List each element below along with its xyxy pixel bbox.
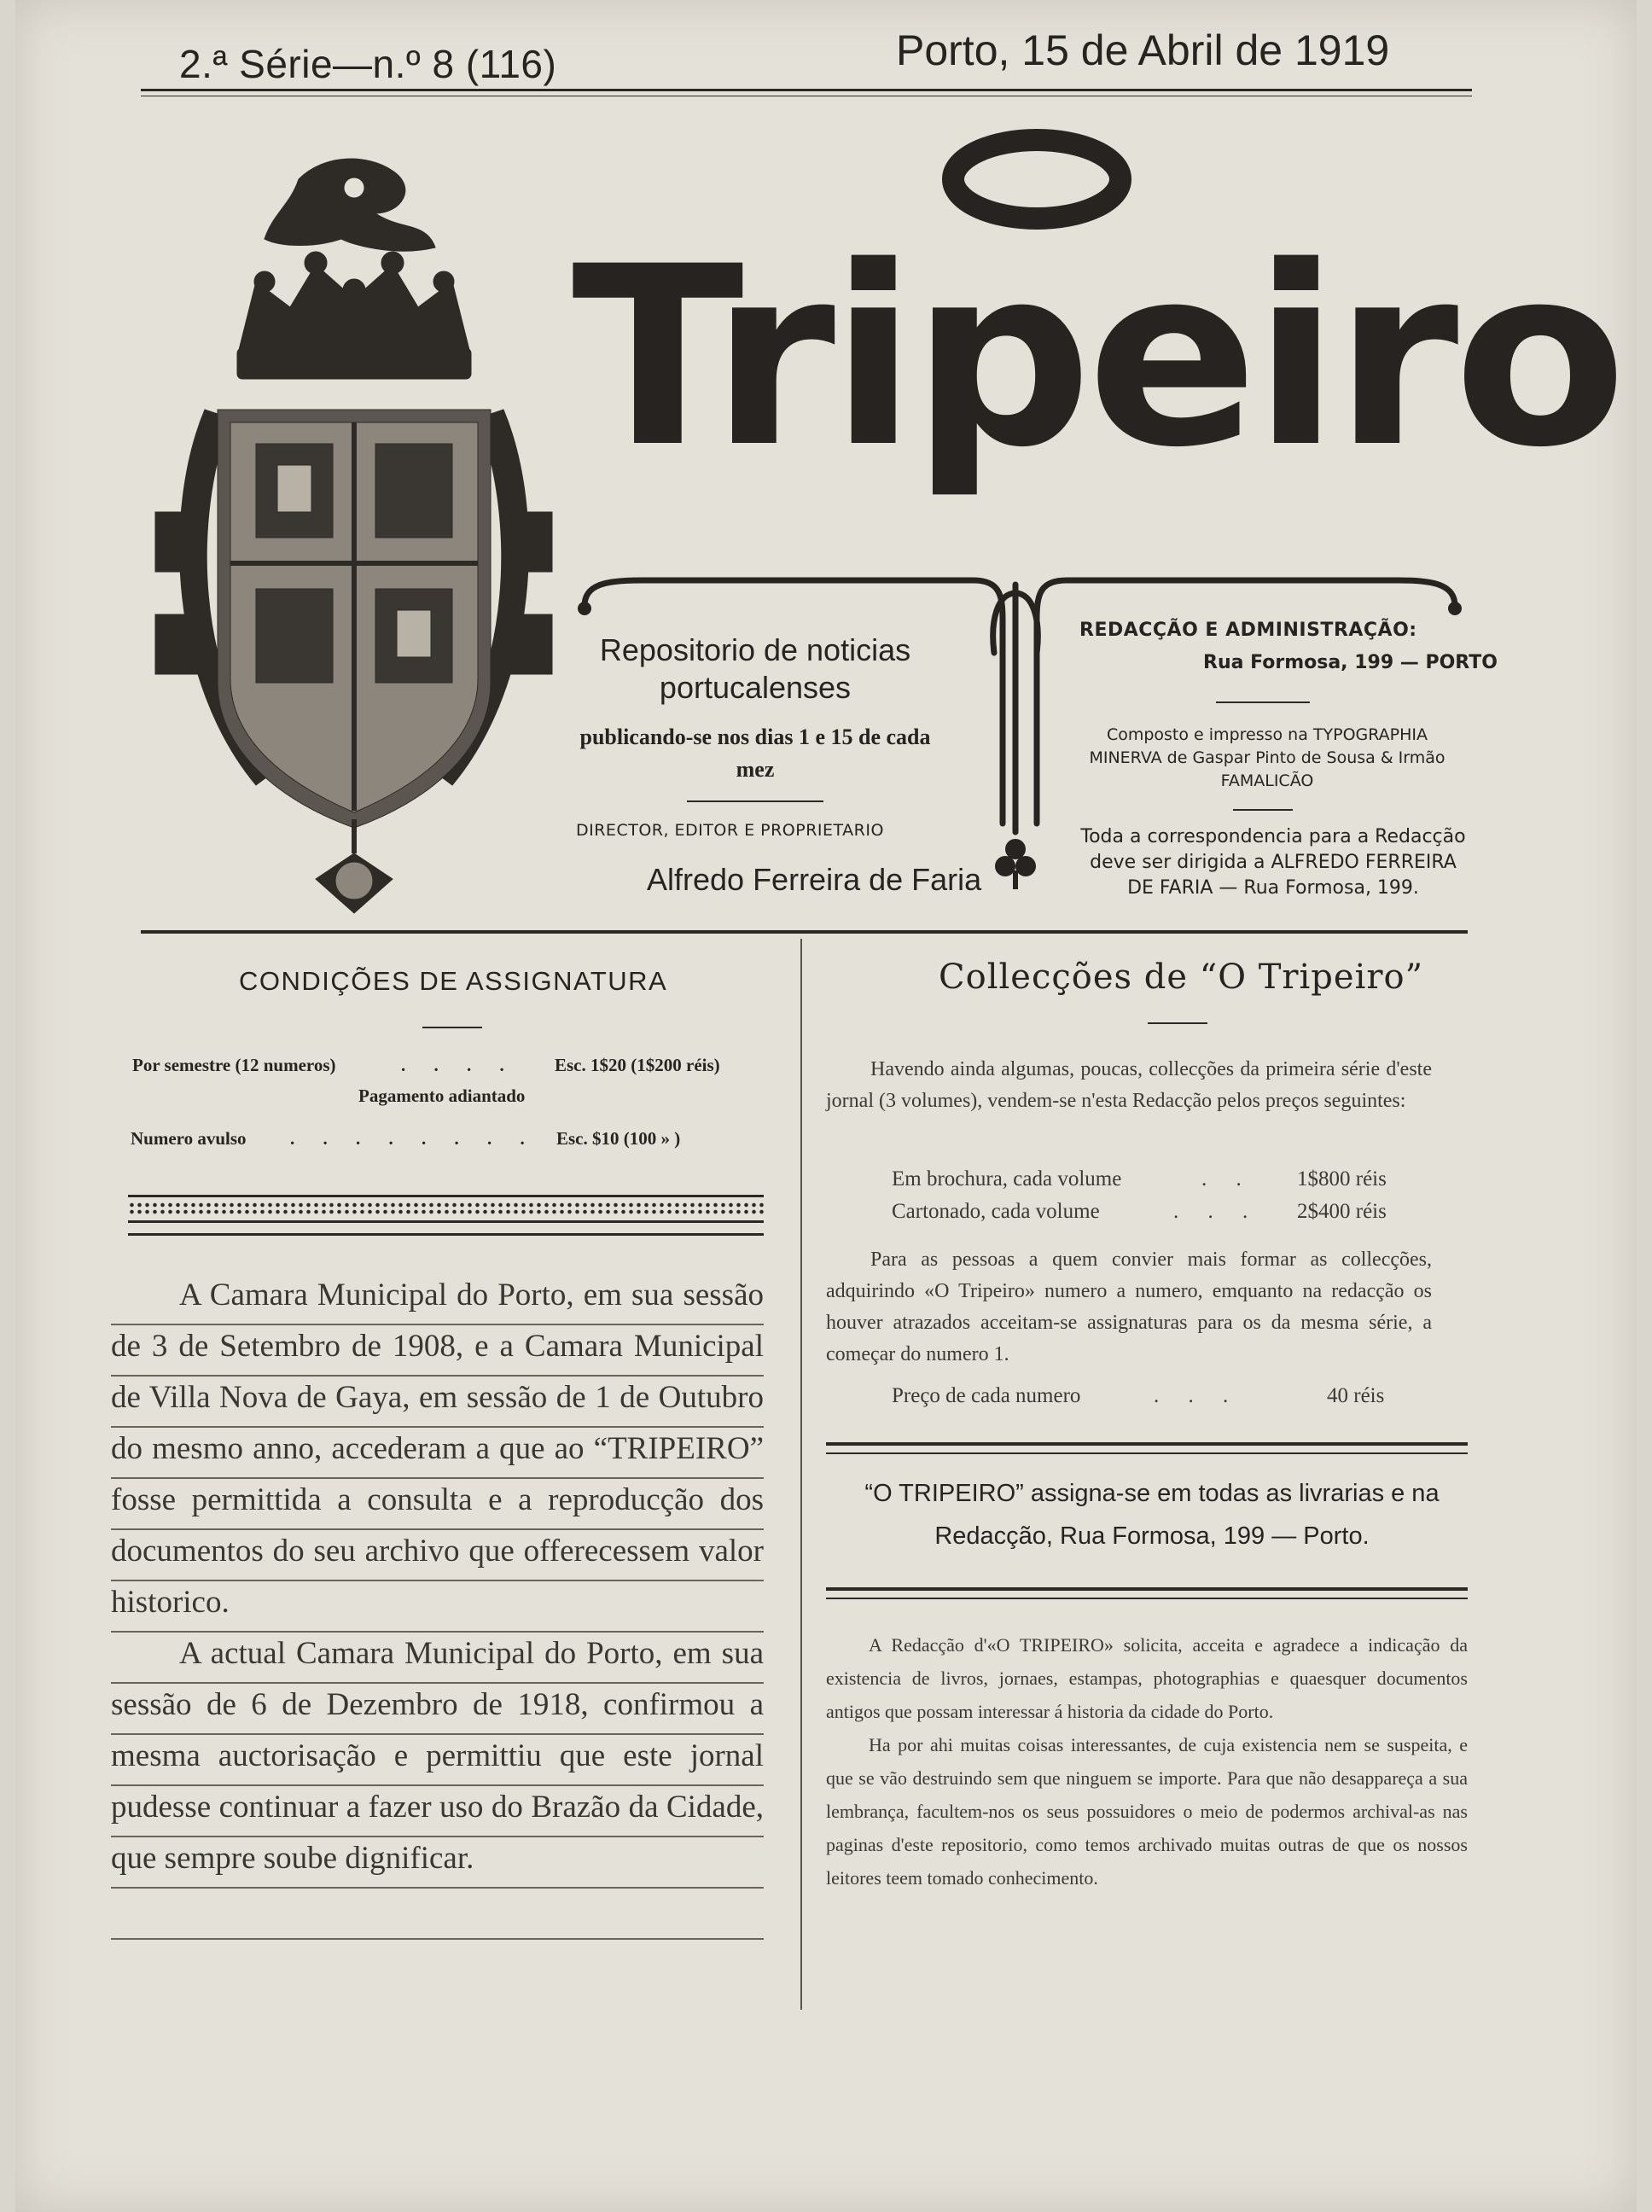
newspaper-title: Tripeiro: [572, 214, 1622, 502]
per-number-price: 40 réis: [1327, 1384, 1385, 1407]
single-number-label: Numero avulso: [131, 1128, 247, 1149]
article-paragraph-1: A Camara Municipal do Porto, em sua sessão de 3 de Setembro de 1908, e a Camara Municipal de Villa Nova de Gaya, em sessão de 1 de Outubro do mesmo anno, accederam a que ao “TRIPEIRO” fosse permittida a consulta e a reproducção dos documentos do seu archivo que offerecessem valor historico.: [111, 1278, 764, 1620]
redaction-paragraph-1: A Redacção d'«O TRIPEIRO» solicita, acceita e agradece a indicação da existencia de livros, jornaes, estampas, photographias e quaesquer documentos antigos que possam interessar á historia da cidade do Porto.: [826, 1634, 1468, 1722]
per-number-label: Preço de cada numero: [892, 1384, 1081, 1407]
dot-leader: . . . . . . . .: [290, 1128, 537, 1149]
print-small-rule: [1233, 809, 1293, 811]
collections-intro-block: [826, 1054, 1432, 1124]
subscription-notice: “O TRIPEIRO” assigna-se em todas as livrarias e na Redacção, Rua Formosa, 199 — Porto.: [864, 1480, 1440, 1550]
band-rule-bottom: [128, 1233, 764, 1236]
correspondence-note: Toda a correspondencia para a Redacção deve ser dirigida a ALFREDO FERREIRA DE FARIA — Rua Formosa, 199.: [1080, 826, 1466, 899]
masthead-small-rule: [687, 800, 823, 802]
item-brochura-label: Em brochura, cada volume: [892, 1167, 1122, 1190]
double-rule-top-b: [826, 1452, 1468, 1454]
director-name: Alfredo Ferreira de Faria: [647, 862, 982, 897]
ruled-line: [111, 1938, 764, 1940]
collections-intro: Havendo ainda algumas, poucas, collecções da primeira série d'este jornal (3 volumes), vendem-se n'esta Redacção pelos preços seguintes:: [826, 1058, 1432, 1112]
article-paragraph-2: A actual Camara Municipal do Porto, em sua sessão de 6 de Dezembro de 1918, confirmou a mesma auctorisação e permittiu que este jornal pudesse continuar a fazer uso do Brazão da Cidade, que sempre soube dignificar.: [111, 1636, 764, 1876]
dot-leader: . . .: [1154, 1384, 1241, 1407]
dot-leader: . .: [1201, 1167, 1254, 1190]
publication-periodicity: publicando-se nos dias 1 e 15 de cada mez: [579, 725, 931, 782]
subscription-title: CONDIÇÕES DE ASSIGNATURA: [239, 966, 668, 996]
issue-date: Porto, 15 de Abril de 1919: [896, 26, 1390, 74]
double-rule-bottom-b: [826, 1598, 1468, 1599]
subscription-small-rule: [422, 1027, 482, 1028]
item-cartonado-label: Cartonado, cada volume: [892, 1200, 1100, 1223]
dot-leader: . . . .: [401, 1055, 516, 1075]
printer-info: Composto e impresso na TYPOGRAPHIA MINERVA de Gaspar Pinto de Sousa & Irmão FAMALICÃO: [1089, 725, 1446, 790]
ruled-line: [111, 1887, 764, 1889]
semester-price: Esc. 1$20 (1$200 réis): [555, 1055, 720, 1075]
issue-series: 2.ª Série—n.º 8 (116): [179, 42, 557, 86]
collections-small-rule: [1148, 1022, 1207, 1024]
collections-title: Collecções de “O Tripeiro”: [939, 958, 1424, 997]
administration-address: Rua Formosa, 199 — PORTO: [1203, 652, 1498, 673]
double-rule-bottom-a: [826, 1587, 1468, 1591]
redaction-paragraph-2: Ha por ahi muitas coisas interessantes, de cuja existencia nem se suspeita, e que se vão destruindo sem que ninguem se importe. Para que não desappareça a sua lembrança, facultem-nos os seus possuidores o meio de podermos archival-as nas paginas d'este repositorio, como temos archivado muitas outras de que os nossos leitores teem tomado conhecimento.: [826, 1734, 1468, 1889]
administration-label: REDACÇÃO E ADMINISTRAÇÃO:: [1079, 620, 1417, 641]
dot-leader: . . .: [1173, 1200, 1260, 1223]
band-rule-top: [128, 1195, 764, 1197]
collections-note-block: [826, 1244, 1432, 1371]
item-brochura-price: 1$800 réis: [1297, 1167, 1387, 1190]
item-cartonado-price: 2$400 réis: [1297, 1200, 1387, 1223]
newspaper-subtitle: Repositorio de noticias portucalenses: [599, 632, 911, 705]
column-divider: [800, 939, 802, 2010]
collections-note: Para as pessoas a quem convier mais formar as collecções, adquirindo «O Tripeiro» numero a numero, emquanto na redacção os houver atrazados acceitam-se assignaturas para os da mesma série, a começar do numero 1.: [826, 1249, 1432, 1365]
double-rule-top-a: [826, 1442, 1468, 1446]
city-coat-of-arms-icon: [145, 154, 563, 922]
masthead-bottom-rule: [141, 930, 1468, 934]
municipal-article: [111, 1270, 764, 1884]
redaction-request: [826, 1628, 1468, 1895]
payment-note: Pagamento adiantado: [358, 1086, 526, 1106]
semester-label: Por semestre (12 numeros): [132, 1055, 336, 1075]
header-rule: [141, 89, 1472, 91]
dotted-ornament-band: [128, 1202, 764, 1215]
single-number-price: Esc. $10 (100 » ): [556, 1128, 681, 1149]
band-rule-mid: [128, 1220, 764, 1223]
admin-small-rule: [1216, 701, 1310, 703]
director-label: DIRECTOR, EDITOR E PROPRIETARIO: [576, 821, 884, 840]
